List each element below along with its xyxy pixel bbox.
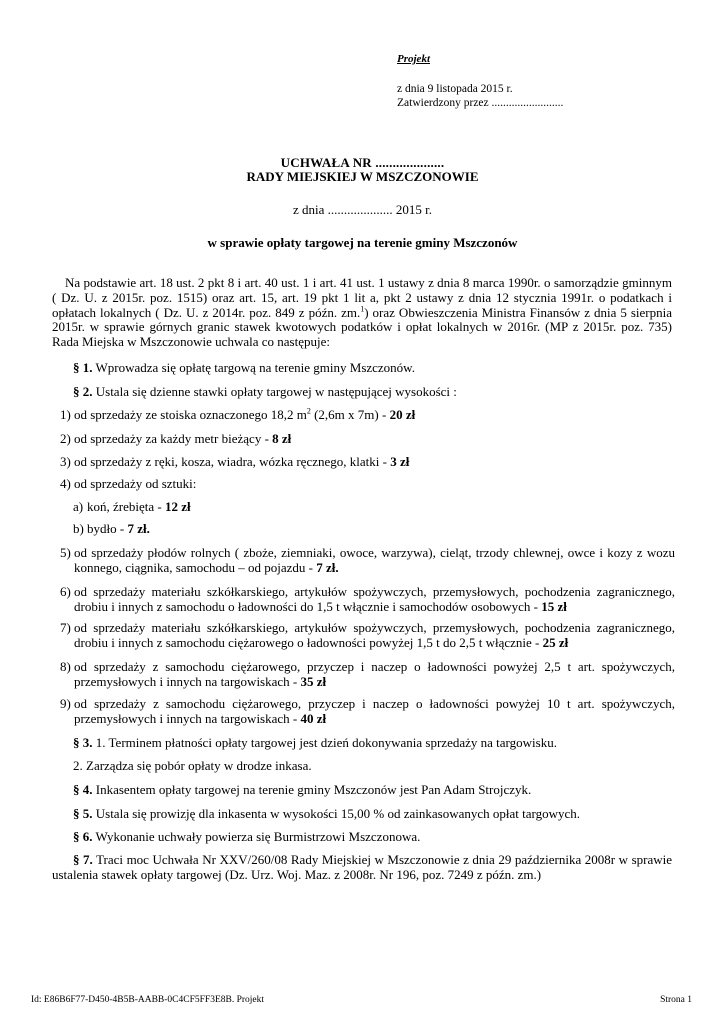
paragraph-2: § 2. Ustala się dzienne stawki opłaty targowej w następującej wysokości : xyxy=(73,384,457,399)
council-name: RADY MIEJSKIEJ W MSZCZONOWIE xyxy=(246,169,479,184)
paragraph-4: § 4. Inkasentem opłaty targowej na terenie gminy Mszczonów jest Pan Adam Strojczyk. xyxy=(73,782,532,797)
resolution-number: UCHWAŁA NR .................... xyxy=(280,155,445,170)
resolution-subject: w sprawie opłaty targowej na terenie gminy Mszczonów xyxy=(207,235,518,250)
approved-by: Zatwierdzony przez ......................... xyxy=(397,97,564,109)
paragraph-3: § 3. 1. Terminem płatności opłaty targowej jest dzień dokonywania sprzedaży na targowisku. xyxy=(73,735,557,750)
paragraph-5: § 5. Ustala się prowizję dla inkasenta w wysokości 15,00 % od zainkasowanych opłat targowych. xyxy=(73,806,580,821)
paragraph-6: § 6. Wykonanie uchwały powierza się Burmistrzowi Mszczonowa. xyxy=(73,829,421,844)
paragraph-7: § 7. Traci moc Uchwała Nr XXV/260/08 Rady Miejskiej w Mszczonowie z dnia 29 października 2008r w sprawie ustalenia stawek opłaty targowej (Dz. Urz. Woj. Maz. z 2008r. Nr 196, poz. 7249 z późn. zm.) xyxy=(52,852,673,882)
footer-page-number: Strona 1 xyxy=(660,995,692,1005)
resolution-date: z dnia .................... 2015 r. xyxy=(292,202,432,217)
footer-document-id: Id: E86B6F77-D450-4B5B-AABB-0C4CF5FF3E8B. Projekt xyxy=(31,995,265,1005)
paragraph-3-point-2: 2. Zarządza się pobór opłaty w drodze inkasa. xyxy=(73,758,312,773)
preamble: Na podstawie art. 18 ust. 2 pkt 8 i art. 40 ust. 1 i art. 41 ust. 1 ustawy z dnia 8 marca 1990r. o samorządzie gminnym ( Dz. U. z 2015r. poz. 1515) oraz art. 15, art. 19 pkt 1 lit a, pkt 2 ustawy z dnia 12 stycznia 1991r. o podatkach i opłatach lokalnych ( Dz. U. z 2014r. poz. 849 z późn. zm.$^1$) oraz Obwieszczenia Ministra Finansów z dnia 5 sierpnia 2015r. w sprawie górnych granic stawek kwotowych podatków i opłat lokalnych w 2016r. (MP z 2015r. poz. 735) Rada Miejska w Mszczonowie uchwala co następuje: xyxy=(52,275,673,350)
projekt-label: Projekt xyxy=(397,53,430,65)
paragraph-1: § 1. Wprowadza się opłatę targową na terenie gminy Mszczonów. xyxy=(73,360,415,375)
document-date: z dnia 9 listopada 2015 r. xyxy=(397,83,513,95)
